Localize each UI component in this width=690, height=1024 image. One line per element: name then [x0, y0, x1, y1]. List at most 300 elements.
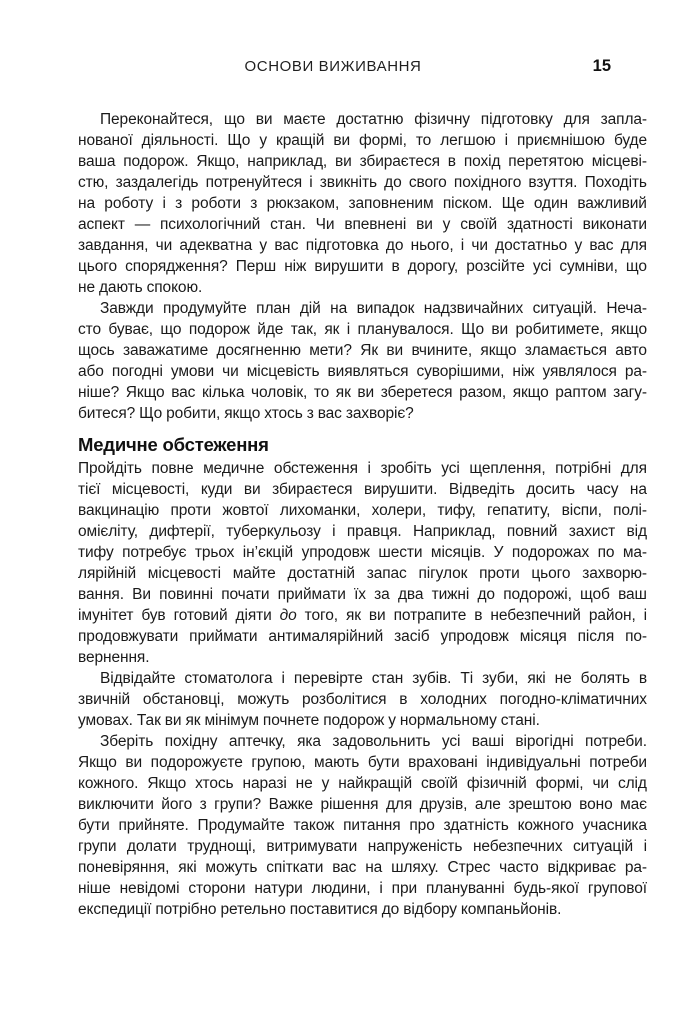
word: як [185, 712, 201, 729]
word: стю, [78, 174, 109, 191]
word: йде [257, 321, 284, 338]
word: зробіть [380, 460, 432, 477]
word: умовах. [78, 712, 133, 729]
word: чи [155, 237, 173, 254]
word: ваш [618, 586, 647, 603]
word: погодно-кліматичних [499, 691, 647, 708]
word: щеплення, [469, 460, 546, 477]
word: його [161, 796, 193, 813]
text-line [78, 458, 647, 479]
word: для [563, 111, 590, 128]
word: Ще [501, 195, 525, 212]
text-line [78, 214, 647, 235]
word: від [626, 523, 647, 540]
text-column [78, 58, 647, 920]
word: продумуйте [162, 300, 247, 317]
word: куди [200, 481, 233, 498]
word: проти [479, 565, 520, 582]
word: вас [317, 405, 342, 422]
word: тифу, [437, 502, 476, 519]
word: У [493, 544, 504, 561]
word: своїй [460, 216, 498, 233]
word: здатності [506, 216, 573, 233]
word: збираєтеся [272, 481, 353, 498]
text-line [78, 151, 647, 172]
word: впевнені [344, 216, 407, 233]
word: Що [139, 405, 163, 422]
word: якщо [512, 384, 549, 401]
word: психологічний [160, 216, 261, 233]
word: надзвичайних [423, 300, 524, 317]
word: був [141, 607, 166, 624]
word: у [259, 132, 267, 149]
page-body [78, 109, 647, 920]
word: задовольнить [332, 733, 431, 750]
word: мети? [309, 342, 352, 359]
word: у [574, 237, 583, 254]
word: сумніви, [559, 258, 618, 275]
word: здатність [443, 817, 509, 834]
word: легшою [440, 132, 496, 149]
section-heading: Медичне обстеження [78, 434, 269, 455]
word: робити, [166, 405, 221, 422]
word: ваші [471, 733, 504, 750]
word: ви [416, 216, 433, 233]
word: ви [368, 607, 386, 624]
word: як [324, 321, 340, 338]
word: вирушити [314, 258, 384, 275]
word: Переконайтеся, [100, 111, 214, 128]
word: групової [587, 880, 647, 897]
word: роботи [191, 195, 241, 212]
word: Пройдіть [78, 460, 142, 477]
word: імунітет [78, 607, 134, 624]
word: місцеві- [591, 153, 647, 170]
text-line [78, 235, 647, 256]
word: — [134, 216, 151, 233]
word: зламається [524, 342, 607, 359]
word: які [527, 670, 546, 687]
word: рішення [320, 796, 379, 813]
word: витримувати [266, 838, 358, 855]
word: потренуйтеся [205, 174, 303, 191]
word: натури [254, 880, 303, 897]
word: мінімум [204, 712, 259, 729]
word: район, [588, 607, 636, 624]
word: Ті [460, 670, 474, 687]
word: умови [170, 363, 215, 380]
word: долати [126, 838, 177, 855]
text-line [78, 605, 647, 626]
word: потребує [122, 544, 187, 561]
paragraph [78, 109, 647, 298]
word: один [533, 195, 569, 212]
word: поневіряння, [78, 859, 170, 876]
word: на [629, 481, 647, 498]
word: Завжди [100, 300, 154, 317]
paragraph [78, 458, 647, 668]
word: потреби [589, 754, 647, 771]
word: подорожуєте [150, 754, 243, 771]
word: похідну [164, 733, 218, 750]
word: роботу [104, 195, 154, 212]
word: вірогідні [515, 733, 574, 750]
word: звикніть [319, 174, 377, 191]
word: Так [136, 712, 161, 729]
word: рюкзаком, [266, 195, 340, 212]
word: планувалося. [357, 321, 454, 338]
word: потрібні [555, 460, 612, 477]
text-line [78, 899, 647, 920]
word: запла- [600, 111, 647, 128]
word: важливий [577, 195, 647, 212]
word: вчините, [411, 342, 473, 359]
word: якщо [611, 321, 647, 338]
word: повинні [159, 586, 213, 603]
word: поставитися [289, 901, 378, 918]
word: що [223, 111, 245, 128]
word: зрештою [508, 796, 572, 813]
text-line [78, 361, 647, 382]
word: Якщо [147, 775, 187, 792]
word: своїй [420, 775, 458, 792]
word: ви [164, 712, 182, 729]
word: буде [613, 132, 647, 149]
word: то [313, 384, 330, 401]
word: нормальному [399, 712, 497, 729]
word: в [447, 153, 456, 170]
word: полі- [613, 502, 647, 519]
word: часто [499, 859, 539, 876]
word: розболітися [302, 691, 387, 708]
word: і [643, 838, 647, 855]
paragraph [78, 668, 647, 731]
word: прийняте. [118, 817, 189, 834]
word: захист [568, 523, 616, 540]
word: ін’єкцій [242, 544, 294, 561]
word: гепатиту, [487, 502, 551, 519]
word: учасника [582, 817, 647, 834]
word: два [397, 586, 424, 603]
word: ситуацій. [532, 300, 597, 317]
word: похід [463, 153, 501, 170]
word: трьох [194, 544, 235, 561]
word: відбору [403, 901, 457, 918]
word: дифтерії, [149, 523, 215, 540]
word: ви [125, 754, 143, 771]
text-line [78, 584, 647, 605]
word: чоловік, [251, 384, 308, 401]
word: усі [441, 733, 461, 750]
word: після [577, 628, 615, 645]
page-number: 15 [592, 57, 611, 75]
word: чи [222, 363, 239, 380]
word: уявлялося [542, 363, 617, 380]
word: потреби. [585, 733, 647, 750]
text-line [78, 542, 647, 563]
word: сторони [188, 880, 246, 897]
word: віспи, [561, 502, 602, 519]
word: похідного [453, 174, 522, 191]
word: часу [586, 481, 619, 498]
word: спокою. [146, 279, 203, 296]
word: упродовж [301, 544, 370, 561]
word: ви [243, 481, 261, 498]
word: наразі [242, 775, 287, 792]
word: підготовку [480, 111, 553, 128]
word: і [504, 132, 508, 149]
word: з [250, 195, 258, 212]
word: потрібно [155, 901, 217, 918]
word: ма- [622, 544, 647, 561]
word: авто [615, 342, 647, 359]
word: на [78, 195, 95, 212]
word: враховані [408, 754, 478, 771]
word: не [78, 279, 95, 296]
word: яка [297, 733, 321, 750]
word: нованої [78, 132, 133, 149]
word: зубів. [412, 670, 452, 687]
word: достатній [287, 565, 355, 582]
word: зберетеся [380, 384, 453, 401]
word: і [367, 460, 371, 477]
word: цього [78, 258, 118, 275]
word: туберкульозу [226, 523, 321, 540]
word: вернення. [78, 649, 150, 666]
text-line [78, 130, 647, 151]
word: воно [579, 796, 613, 813]
word: індивідуальні [486, 754, 581, 771]
word: продовжувати [78, 628, 179, 645]
word: підготовка [305, 237, 379, 254]
word: на [365, 859, 383, 876]
text-line [78, 500, 647, 521]
word: має [620, 796, 647, 813]
word: холери, [371, 502, 427, 519]
word: не [295, 775, 313, 792]
word: їх [354, 586, 366, 603]
word: захворю- [582, 565, 647, 582]
word: наприклад, [247, 153, 328, 170]
word: тижні [431, 586, 470, 603]
word: подорожах [511, 544, 590, 561]
word: фізичну [414, 111, 470, 128]
word: до [279, 607, 297, 624]
word: ретельно [220, 901, 286, 918]
word: подорож. [123, 153, 189, 170]
word: Важке [268, 796, 313, 813]
page-header [78, 58, 647, 79]
word: ви [333, 132, 351, 149]
word: і [309, 174, 313, 191]
word: у [321, 775, 330, 792]
word: пігулок [418, 565, 468, 582]
word: стан [371, 670, 404, 687]
word: і [346, 321, 351, 338]
word: Походіть [584, 174, 647, 191]
word: захворіє? [345, 405, 414, 422]
word: болять [580, 670, 630, 687]
word: тієї [78, 481, 101, 498]
word: в [474, 607, 483, 624]
word: перетятою [508, 153, 584, 170]
word: повний [506, 523, 558, 540]
word: дають [98, 279, 143, 296]
word: в [638, 670, 647, 687]
text-line [78, 382, 647, 403]
word: лярійній [78, 565, 137, 582]
word: шляху. [391, 859, 439, 876]
word: групи? [214, 796, 262, 813]
word: питання [343, 817, 401, 834]
word: антималярійний [268, 628, 384, 645]
text-line [78, 647, 647, 668]
word: для [385, 796, 413, 813]
word: хтось [195, 775, 234, 792]
word: якщо [224, 405, 261, 422]
word: виявляться [327, 363, 409, 380]
word: розсійте [466, 258, 525, 275]
word: маєте [283, 111, 326, 128]
word: жовтої [222, 502, 269, 519]
word: стані. [500, 712, 540, 729]
word: дій [299, 300, 321, 317]
word: подорожі, [503, 586, 572, 603]
text-line [78, 773, 647, 794]
word: чи [471, 237, 488, 254]
word: готовий [173, 607, 228, 624]
word: омієліту, [78, 523, 138, 540]
word: будь-якої [513, 880, 579, 897]
word: почати [221, 586, 270, 603]
word: битеся? [78, 405, 136, 422]
word: за [374, 586, 390, 603]
word: Як [360, 342, 379, 359]
word: вас [171, 384, 196, 401]
word: у [442, 216, 451, 233]
paragraph [78, 298, 647, 424]
word: або [78, 363, 104, 380]
word: формі, [359, 132, 407, 149]
word: відкриває [547, 859, 617, 876]
word: заздалегідь [115, 174, 199, 191]
word: буває, [108, 321, 153, 338]
word: небезпечних [472, 838, 563, 855]
word: до [477, 586, 495, 603]
word: бути [78, 817, 110, 834]
word: звичній [78, 691, 131, 708]
word: ніж [284, 258, 307, 275]
text-line [78, 752, 647, 773]
word: з [199, 796, 207, 813]
word: суворішими, [416, 363, 505, 380]
word: обстеження [273, 460, 358, 477]
word: не [554, 670, 572, 687]
word: ви [255, 111, 273, 128]
text-line [78, 109, 647, 130]
word: групою, [251, 754, 306, 771]
word: по [597, 544, 615, 561]
word: кращій [276, 132, 325, 149]
word: подорож [323, 712, 385, 729]
text-line [78, 479, 647, 500]
word: шести [378, 544, 423, 561]
word: людини, [311, 880, 371, 897]
word: ви [335, 153, 352, 170]
word: також [293, 817, 335, 834]
word: випадок [356, 300, 415, 317]
word: з [306, 405, 314, 422]
word: діяти [235, 607, 272, 624]
text-line [78, 836, 647, 857]
word: аспект [78, 216, 125, 233]
word: для [620, 237, 647, 254]
text-line [78, 731, 647, 752]
word: ситуацій [573, 838, 634, 855]
word: що [160, 321, 182, 338]
word: експедиції [78, 901, 152, 918]
paragraph [78, 731, 647, 920]
word: загу- [613, 384, 647, 401]
word: щоб [580, 586, 610, 603]
word: кожного. [78, 775, 139, 792]
word: аптечку, [228, 733, 286, 750]
word: піском. [442, 195, 493, 212]
word: достатньо [495, 237, 568, 254]
text-line [78, 689, 647, 710]
word: спорядження? [125, 258, 228, 275]
word: то [415, 132, 432, 149]
word: по- [625, 628, 647, 645]
word: групи [78, 838, 117, 855]
word: з [175, 195, 183, 212]
word: для [620, 460, 647, 477]
word: місцевості, [111, 481, 190, 498]
word: місцевість [246, 363, 320, 380]
word: вас [589, 237, 614, 254]
word: медичне [203, 460, 265, 477]
word: почнете [262, 712, 320, 729]
word: і [643, 607, 647, 624]
text-line [78, 857, 647, 878]
word: вас [274, 237, 299, 254]
word: взуття. [528, 174, 578, 191]
word: ви [386, 342, 404, 359]
word: запас [366, 565, 407, 582]
word: хтось [264, 405, 303, 422]
word: спіткати [266, 859, 324, 876]
word: Перш [235, 258, 277, 275]
word: засіб [394, 628, 430, 645]
word: до [384, 174, 402, 191]
word: збираєтеся [359, 153, 440, 170]
word: у [388, 712, 396, 729]
word: як [345, 607, 361, 624]
word: мають [314, 754, 360, 771]
word: приймати [277, 586, 346, 603]
word: Неча- [606, 300, 647, 317]
word: ніше [78, 880, 111, 897]
word: Ви [132, 586, 151, 603]
word: діяльності. [141, 132, 219, 149]
text-line [78, 340, 647, 361]
word: плануванні [425, 880, 505, 897]
word: ра- [624, 363, 647, 380]
word: стоматолога [184, 670, 273, 687]
word: Якщо [78, 754, 117, 771]
word: як [335, 384, 351, 401]
text-line [78, 815, 647, 836]
